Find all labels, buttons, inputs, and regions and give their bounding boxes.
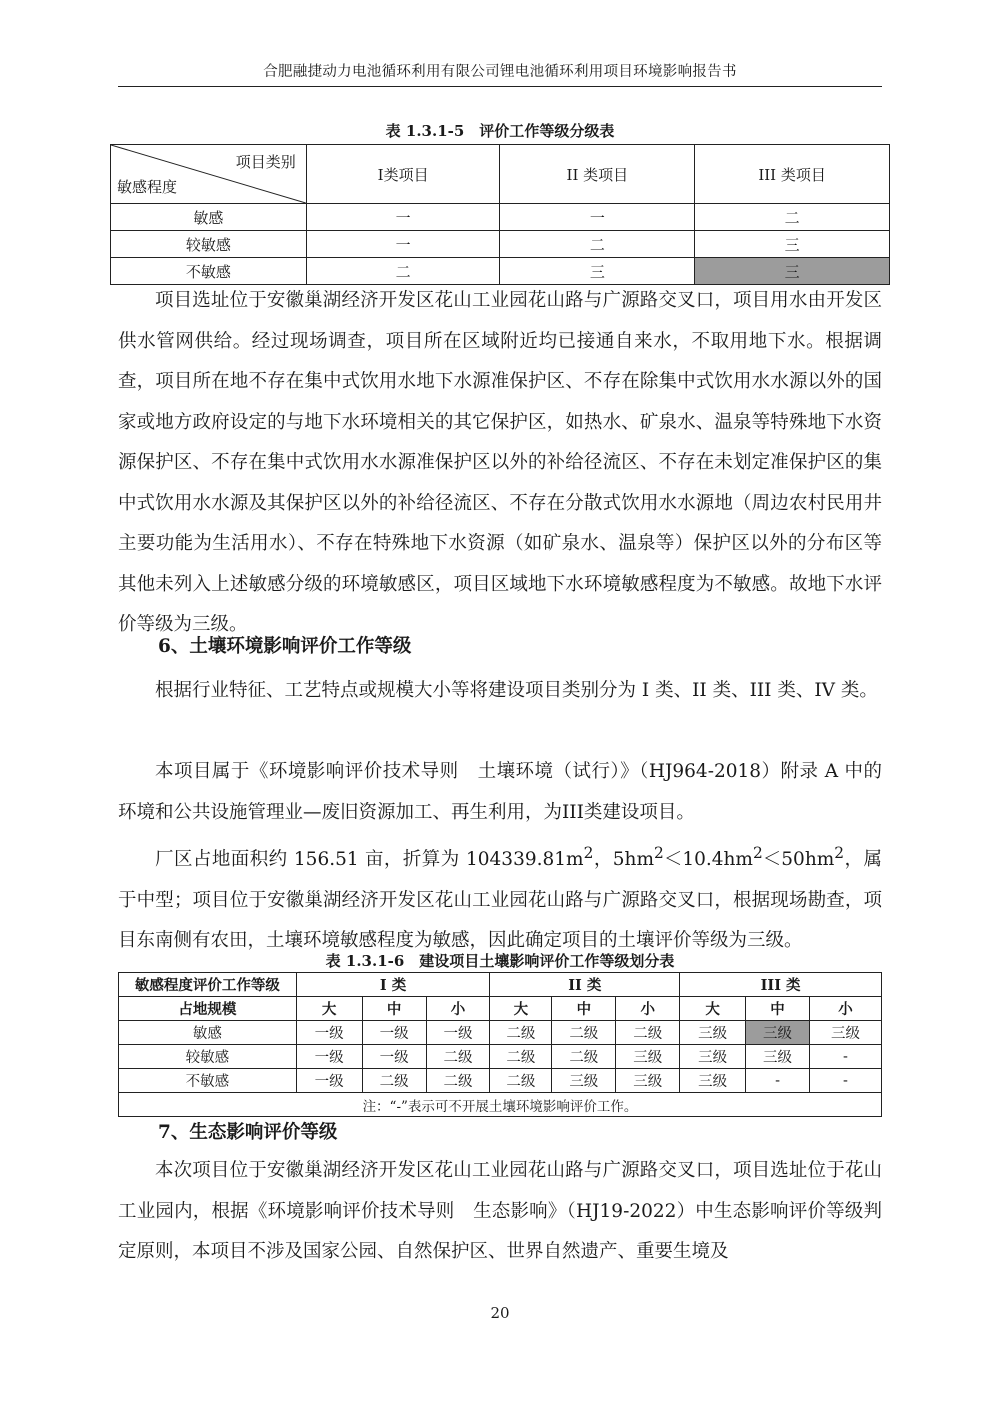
table-cell: 一级 bbox=[296, 1069, 362, 1093]
table2-caption: 表 1.3.1-6 建设项目土壤影响评价工作等级划分表 bbox=[325, 952, 675, 970]
table-cell: 二级 bbox=[616, 1021, 680, 1045]
table-row bbox=[119, 1069, 882, 1093]
table1-corner-cell bbox=[111, 145, 307, 204]
table-cell: 三级 bbox=[680, 1045, 746, 1069]
size-header: 大 bbox=[490, 997, 552, 1021]
table-cell: 二级 bbox=[426, 1045, 490, 1069]
paragraph-groundwater: 项目选址位于安徽巢湖经济开发区花山工业园花山路与广源路交叉口，项目用水由开发区供水管网供给。经过现场调查，项目所在区域附近均已接通自来水，不取用地下水。根据调查，项目所在地不存在集中式饮用水地下水源准保护区、不存在除集中式饮用水水源以外的国家或地方政府设定的与地下水环境相关的其它保护区，如热水、矿泉水、温泉等特殊地下水资源保护区、不存在集中式饮用水水源准保护区以外的补给径流区、不存在未划定准保护区的集中式饮用水水源及其保护区以外的补给径流区、不存在分散式饮用水水源地（周边农村民用井主要功能为生活用水）、不存在特殊地下水资源（如矿泉水、温泉等）保护区以外的分布区等其他未列入上述敏感分级的环境敏感区，项目区域地下水环境敏感程度为不敏感。故地下水评价等级为三级。 bbox=[118, 290, 882, 635]
superscript: 2 bbox=[583, 844, 594, 862]
table2-note: 注：“-”表示可不开展土壤环境影响评价工作。 bbox=[119, 1093, 882, 1117]
table-row bbox=[119, 1021, 882, 1045]
table-cell: 一 bbox=[306, 231, 500, 258]
table-cell: 一 bbox=[500, 204, 695, 231]
table2-corner-top: 敏感程度评价工作等级 bbox=[119, 973, 297, 997]
highlighted-cell: 三级 bbox=[746, 1021, 810, 1045]
table1-col-header: I类项目 bbox=[306, 145, 500, 204]
table1-col-header: III 类项目 bbox=[695, 145, 890, 204]
row-label: 敏感 bbox=[111, 204, 307, 231]
area-text-1: 厂区占地面积约 156.51 亩，折算为 104339.81m bbox=[155, 849, 584, 871]
paragraph-ecology: 本次项目位于安徽巢湖经济开发区花山工业园花山路与广源路交叉口，项目选址位于花山工业园内，根据《环境影响评价技术导则 生态影响》（HJ19-2022）中生态影响评价等级判定原则，本项目不涉及国家公园、自然保护区、世界自然遗产、重要生境及 bbox=[118, 1160, 882, 1262]
table1-col-header: II 类项目 bbox=[500, 145, 695, 204]
table-cell: 三级 bbox=[616, 1069, 680, 1093]
paragraph-soil-categories: 根据行业特征、工艺特点或规模大小等将建设项目类别分为 I 类、II 类、III 类、IV 类。 bbox=[155, 680, 878, 701]
size-header: 中 bbox=[746, 997, 810, 1021]
table-cell: - bbox=[809, 1069, 881, 1093]
size-header: 大 bbox=[680, 997, 746, 1021]
page-header: 合肥融捷动力电池循环利用有限公司锂电池循环利用项目环境影响报告书 bbox=[118, 60, 882, 87]
page-number: 20 bbox=[490, 1304, 510, 1322]
table-cell: 一级 bbox=[296, 1021, 362, 1045]
table-cell: 一级 bbox=[426, 1021, 490, 1045]
table1-caption: 表 1.3.1-5 评价工作等级分级表 bbox=[385, 122, 615, 140]
superscript: 2 bbox=[834, 844, 845, 862]
table-cell: 三 bbox=[695, 231, 890, 258]
table-cell: 二 bbox=[695, 204, 890, 231]
size-header: 大 bbox=[296, 997, 362, 1021]
area-text-5: ，属于中型；项目位于安徽巢湖经济开发区花山工业园花山路与广源路交叉口，根据现场勘查，项目东南侧有农田，土壤环境敏感程度为敏感，因此确定项目的土壤评价等级为三级。 bbox=[118, 849, 882, 952]
size-header: 小 bbox=[809, 997, 881, 1021]
table-cell: 三级 bbox=[746, 1045, 810, 1069]
table1-corner-top: 项目类别 bbox=[235, 153, 296, 171]
group-header: I 类 bbox=[296, 973, 490, 997]
table2-corner-bottom: 占地规模 bbox=[119, 997, 297, 1021]
table-cell: 一 bbox=[306, 204, 500, 231]
table-cell: 三级 bbox=[680, 1021, 746, 1045]
table-cell: 二级 bbox=[552, 1021, 616, 1045]
size-header: 中 bbox=[552, 997, 616, 1021]
group-header: II 类 bbox=[490, 973, 680, 997]
row-label: 不敏感 bbox=[111, 258, 307, 285]
table-cell: 二级 bbox=[362, 1069, 426, 1093]
row-label: 较敏感 bbox=[111, 231, 307, 258]
table-cell: 三级 bbox=[616, 1045, 680, 1069]
table-cell: 三 bbox=[500, 258, 695, 285]
size-header: 小 bbox=[426, 997, 490, 1021]
table-row bbox=[111, 204, 890, 231]
soil-grade-table bbox=[118, 972, 882, 1117]
area-text-3: ＜10.4hm bbox=[663, 849, 753, 871]
row-label: 敏感 bbox=[119, 1021, 297, 1045]
section-heading-soil: 6、土壤环境影响评价工作等级 bbox=[158, 636, 412, 657]
table-row bbox=[119, 1045, 882, 1069]
paragraph-soil-project-type: 本项目属于《环境影响评价技术导则 土壤环境（试行）》（HJ964-2018）附录 A 中的环境和公共设施管理业—废旧资源加工、再生利用，为III类建设项目。 bbox=[118, 761, 882, 823]
group-header: III 类 bbox=[680, 973, 882, 997]
paragraph-soil-area bbox=[118, 833, 882, 962]
row-label: 不敏感 bbox=[119, 1069, 297, 1093]
table-cell: 一级 bbox=[362, 1021, 426, 1045]
table-cell: 三级 bbox=[680, 1069, 746, 1093]
table-cell: 三级 bbox=[552, 1069, 616, 1093]
table-cell: 二级 bbox=[490, 1069, 552, 1093]
table-cell: 二 bbox=[306, 258, 500, 285]
table-cell: 二级 bbox=[426, 1069, 490, 1093]
size-header: 小 bbox=[616, 997, 680, 1021]
row-label: 较敏感 bbox=[119, 1045, 297, 1069]
size-header: 中 bbox=[362, 997, 426, 1021]
table-cell: 二 bbox=[500, 231, 695, 258]
table-cell: 一级 bbox=[296, 1045, 362, 1069]
table1-corner-bottom: 敏感程度 bbox=[117, 178, 178, 196]
table-cell: 二级 bbox=[552, 1045, 616, 1069]
table-row bbox=[111, 231, 890, 258]
superscript: 2 bbox=[752, 844, 763, 862]
evaluation-grade-table bbox=[110, 144, 890, 285]
table-cell: 三级 bbox=[809, 1021, 881, 1045]
highlighted-cell: 三 bbox=[695, 258, 890, 285]
area-text-2: ，5hm bbox=[593, 849, 654, 871]
table-cell: 一级 bbox=[362, 1045, 426, 1069]
section-heading-ecology: 7、生态影响评价等级 bbox=[158, 1122, 338, 1143]
table-cell: 二级 bbox=[490, 1045, 552, 1069]
table-cell: - bbox=[809, 1045, 881, 1069]
superscript: 2 bbox=[654, 844, 664, 862]
area-text-4: ＜50hm bbox=[762, 849, 835, 871]
table-cell: 二级 bbox=[490, 1021, 552, 1045]
table-cell: - bbox=[746, 1069, 810, 1093]
